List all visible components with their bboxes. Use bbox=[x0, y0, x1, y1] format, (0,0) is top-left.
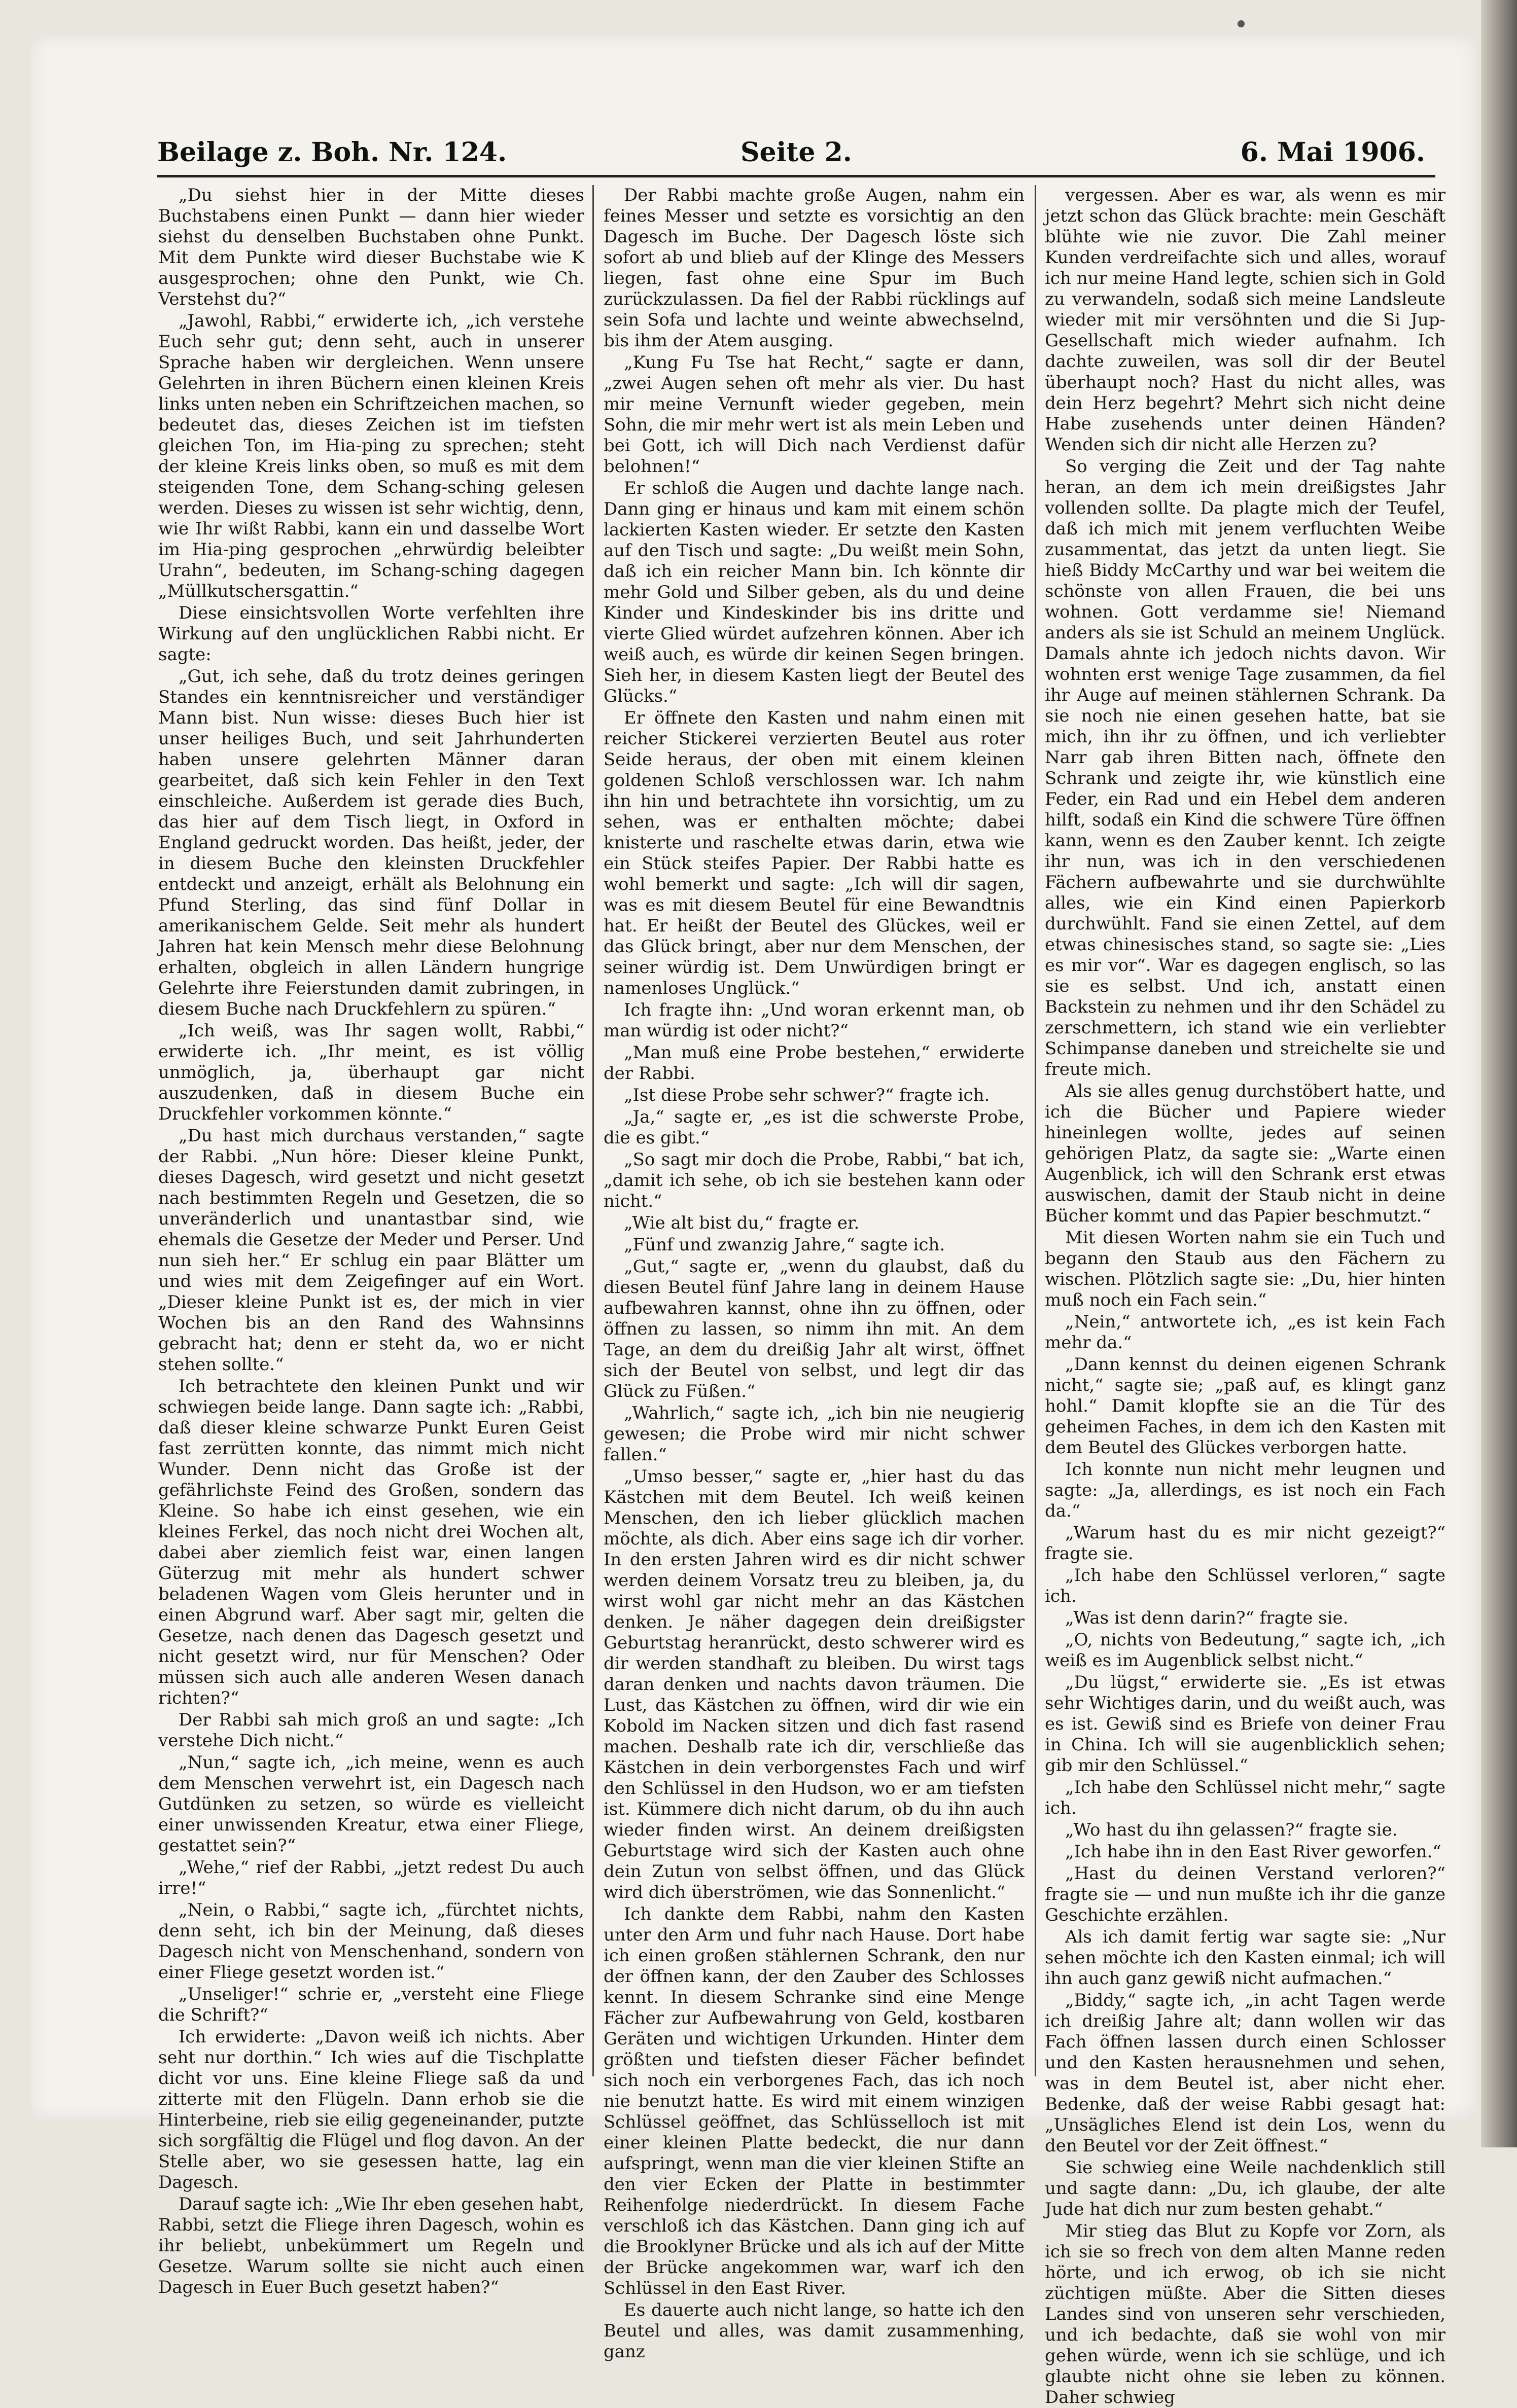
paragraph: „Nein, o Rabbi,“ sagte ich, „fürchtet nichts, denn seht, ich bin der Meinung, daß dieses Dagesch nicht von Menschenhand, sondern von einer Fliege gesetzt worden ist.“ bbox=[158, 1900, 584, 1983]
paragraph: „Ja,“ sagte er, „es ist die schwerste Probe, die es gibt.“ bbox=[604, 1107, 1025, 1148]
paragraph: „Man muß eine Probe bestehen,“ erwiderte der Rabbi. bbox=[604, 1043, 1025, 1084]
paragraph: „Biddy,“ sagte ich, „in acht Tagen werde ich dreißig Jahre alt; dann wollen wir das Fach öffnen lassen durch einen Schlosser und den Kasten herausnehmen und sehen, was in dem Beutel ist, aber nicht eher. Bedenke, daß der weise Rabbi gesagt hat: „Unsägliches Elend ist dein Los, wenn du den Beutel vor der Zeit öffnest.“ bbox=[1045, 1990, 1445, 2156]
paragraph: Ich fragte ihn: „Und woran erkennt man, ob man würdig ist oder nicht?“ bbox=[604, 1000, 1025, 1041]
paragraph: Er öffnete den Kasten und nahm einen mit reicher Stickerei verzierten Beutel aus roter Seide heraus, der oben mit einem kleinen goldenen Schloß verschlossen war. Ich nahm ihn hin und betrachtete ihn vorsichtig, um zu sehen, was er enthalten möchte; dabei knisterte und raschelte etwas darin, etwa wie ein Stück steifes Papier. Der Rabbi hatte es wohl bemerkt und sagte: „Ich will dir sagen, was es mit diesem Beutel für eine Bewandtnis hat. Er heißt der Beutel des Glückes, weil er das Glück bringt, aber nur dem Menschen, der seiner würdig ist. Dem Unwürdigen bringt er namenloses Unglück.“ bbox=[604, 708, 1025, 998]
paragraph: „Kung Fu Tse hat Recht,“ sagte er dann, „zwei Augen sehen oft mehr als vier. Du hast mir meine Vernunft wieder gegeben, mein Sohn, die mir mehr wert ist als mein Leben und bei Gott, ich will Dich nach Verdienst dafür belohnen!“ bbox=[604, 352, 1025, 477]
paragraph: „Wahrlich,“ sagte ich, „ich bin nie neugierig gewesen; die Probe wird mir nicht schwer fallen.“ bbox=[604, 1403, 1025, 1465]
page-header bbox=[157, 137, 1440, 172]
text-column-3 bbox=[1045, 185, 1445, 2407]
paragraph: „Was ist denn darin?“ fragte sie. bbox=[1065, 1608, 1349, 1628]
paragraph: Als ich damit fertig war sagte sie: „Nur sehen möchte ich den Kasten einmal; ich will ihn auch ganz gewiß nicht aufmachen.“ bbox=[1045, 1927, 1445, 1989]
paragraph: Er schloß die Augen und dachte lange nach. Dann ging er hinaus und kam mit einem schön lackierten Kasten wieder. Er setzte den Kasten auf den Tisch und sagte: „Du weißt mein Sohn, daß ich ein reicher Mann bin. Ich könnte dir mehr Gold und Silber geben, als du und deine Kinder und Kindeskinder bis ins dritte und vierte Glied würdet aufzehren können. Aber ich weiß auch, es würde dir keinen Segen bringen. Sieh her, in diesem Kasten liegt der Beutel des Glücks.“ bbox=[604, 478, 1025, 706]
paragraph: „Jawohl, Rabbi,“ erwiderte ich, „ich verstehe Euch sehr gut; denn seht, auch in unserer Sprache haben wir dergleichen. Wenn unsere Gelehrten in ihren Büchern einen kleinen Kreis links unten neben ein Schriftzeichen machen, so bedeutet das, dieses Zeichen ist im tiefsten gleichen Ton, im Hia-ping zu sprechen; steht der kleine Kreis links oben, so muß es mit dem steigenden Tone, dem Schang-sching gelesen werden. Dieses zu wissen ist sehr wichtig, denn, wie Ihr wißt Rabbi, kann ein und dasselbe Wort im Hia-ping gesprochen „ehrwürdig beleibter Urahn“, bedeuten, im Schang-sching dagegen „Müllkutschersgattin.“ bbox=[158, 311, 584, 601]
paragraph: „Ich weiß, was Ihr sagen wollt, Rabbi,“ erwiderte ich. „Ihr meint, es ist völlig unmöglich, ja, überhaupt gar nicht auszudenken, daß in diesem Buche ein Druckfehler vorkommen könnte.“ bbox=[158, 1021, 584, 1124]
paragraph: „Ich habe ihn in den East River geworfen.“ bbox=[1065, 1842, 1441, 1862]
column-divider-2 bbox=[1035, 185, 1036, 2076]
paragraph: „Hast du deinen Verstand verloren?“ fragte sie — und nun mußte ich ihr die ganze Geschichte erzählen. bbox=[1045, 1863, 1445, 1925]
paragraph: „Warum hast du es mir nicht gezeigt?“ fragte sie. bbox=[1045, 1523, 1445, 1564]
paragraph: „Du lügst,“ erwiderte sie. „Es ist etwas sehr Wichtiges darin, und du weißt auch, was es ist. Gewiß sind es Briefe von deiner Frau in China. Ich will sie augenblicklich sehen; gib mir den Schlüssel.“ bbox=[1045, 1672, 1445, 1776]
paragraph: „O, nichts von Bedeutung,“ sagte ich, „ich weiß es im Augenblick selbst nicht.“ bbox=[1045, 1630, 1445, 1671]
paragraph: „Ich habe den Schlüssel nicht mehr,“ sagte ich. bbox=[1045, 1777, 1445, 1818]
paragraph: „Du siehst hier in der Mitte dieses Buchstabens einen Punkt — dann hier wieder siehst du denselben Buchstaben ohne Punkt. Mit dem Punkte wird dieser Buchstabe wie K ausgesprochen; ohne den Punkt, wie Ch. Verstehst du?“ bbox=[158, 185, 584, 309]
paragraph: „Ich habe den Schlüssel verloren,“ sagte ich. bbox=[1045, 1565, 1445, 1606]
header-rule bbox=[157, 175, 1435, 177]
paragraph: Als sie alles genug durchstöbert hatte, und ich die Bücher und Papiere wieder hineinlegen wollte, jedes auf seinen gehörigen Platz, da sagte sie: „Warte einen Augenblick, ich will den Schrank erst etwas auswischen, damit der Staub nicht in deine Bücher kommt und das Papier beschmutzt.“ bbox=[1045, 1081, 1445, 1226]
paragraph: „Gut, ich sehe, daß du trotz deines geringen Standes ein kenntnisreicher und verständiger Mann bist. Nun wisse: dieses Buch hier ist unser heiliges Buch, und seit Jahrhunderten haben unsere gelehrten Männer daran gearbeitet, daß sich kein Fehler in den Text einschleiche. Außerdem ist gerade dies Buch, das hier auf dem Tisch liegt, in Oxford in England gedruckt worden. Das heißt, jeder, der in diesem Buche den kleinsten Druckfehler entdeckt und anzeigt, erhält als Belohnung ein Pfund Sterling, das sind fünf Dollar in amerikanischem Gelde. Seit mehr als hundert Jahren hat kein Mensch mehr diese Belohnung erhalten, obgleich in allen Ländern hungrige Gelehrte ihre Feierstunden damit zubringen, in diesem Buche nach Druckfehlern zu spüren.“ bbox=[158, 666, 584, 1019]
paragraph: Ich erwiderte: „Davon weiß ich nichts. Aber seht nur dorthin.“ Ich wies auf die Tischplatte dicht vor uns. Eine kleine Fliege saß da und zitterte mit den Flügeln. Dann erhob sie die Hinterbeine, rieb sie eilig gegeneinander, putzte sich sorgfältig die Flügel und flog davon. An der Stelle aber, wo sie gesessen hatte, lag ein Dagesch. bbox=[158, 2027, 584, 2193]
text-column-2 bbox=[604, 185, 1025, 2362]
text-column-1 bbox=[158, 185, 584, 2297]
paragraph: „Nein,“ antwortete ich, „es ist kein Fach mehr da.“ bbox=[1045, 1312, 1445, 1353]
header-supplement-number: Beilage z. Boh. Nr. 124. bbox=[157, 137, 507, 168]
paragraph: „Wo hast du ihn gelassen?“ fragte sie. bbox=[1065, 1820, 1398, 1840]
paragraph: Ich konnte nun nicht mehr leugnen und sagte: „Ja, allerdings, es ist noch ein Fach da.“ bbox=[1045, 1459, 1445, 1521]
paragraph: Mit diesen Worten nahm sie ein Tuch und begann den Staub aus den Fächern zu wischen. Plötzlich sagte sie: „Du, hier hinten muß noch ein Fach sein.“ bbox=[1045, 1228, 1445, 1310]
paragraph: Diese einsichtsvollen Worte verfehlten ihre Wirkung auf den unglücklichen Rabbi nicht. Er sagte: bbox=[158, 603, 584, 665]
paragraph: „Dann kennst du deinen eigenen Schrank nicht,“ sagte sie; „paß auf, es klingt ganz hohl.“ Damit klopfte sie an die Tür des geheimen Faches, in dem ich den Kasten mit dem Beutel des Glückes verborgen hatte. bbox=[1045, 1354, 1445, 1458]
paragraph: „So sagt mir doch die Probe, Rabbi,“ bat ich, „damit ich sehe, ob ich sie bestehen kann oder nicht.“ bbox=[604, 1149, 1025, 1211]
paragraph: „Nun,“ sagte ich, „ich meine, wenn es auch dem Menschen verwehrt ist, ein Dagesch nach Gutdünken zu setzen, so würde es vielleicht einer unwissenden Kreatur, etwa einer Fliege, gestattet sein?“ bbox=[158, 1752, 584, 1856]
header-page-number: Seite 2. bbox=[740, 137, 852, 168]
paragraph: „Unseliger!“ schrie er, „versteht eine Fliege die Schrift?“ bbox=[158, 1984, 584, 2025]
paragraph: Ich dankte dem Rabbi, nahm den Kasten unter den Arm und fuhr nach Hause. Dort habe ich einen großen stählernen Schrank, den nur der öffnen kann, der den Zauber des Schlosses kennt. In diesem Schranke sind eine Menge Fächer zur Aufbewahrung von Geld, kostbaren Geräten und wichtigen Urkunden. Hinter dem größten und tiefsten dieser Fächer befindet sich noch ein verborgenes Fach, das ich noch nie benutzt hatte. Es wird mit einem winzigen Schlüssel geöffnet, das Schlüsselloch ist mit einer kleinen Platte bedeckt, die nur dann aufspringt, wenn man die vier kleinen Stifte an den vier Ecken der Platte in bestimmter Reihenfolge niederdrückt. In diesem Fache verschloß ich das Kästchen. Dann ging ich auf die Brooklyner Brücke und als ich auf der Mitte der Brücke angekommen war, warf ich den Schlüssel in den East River. bbox=[604, 1904, 1025, 2298]
paragraph: „Du hast mich durchaus verstanden,“ sagte der Rabbi. „Nun höre: Dieser kleine Punkt, dieses Dagesch, wird gesetzt und nicht gesetzt nach bestimmten Regeln und Gesetzen, die so unveränderlich und unantastbar sind, wie ehemals die Gesetze der Meder und Perser. Und nun sieh her.“ Er schlug ein paar Blätter um und wies mit dem Zeigefinger auf ein Wort. „Dieser kleine Punkt ist es, der mich in vier Wochen bis an den Rand des Wahnsinns gebracht hat; denn er steht da, wo er nicht stehen sollte.“ bbox=[158, 1126, 584, 1375]
paragraph: „Wie alt bist du,“ fragte er. bbox=[624, 1213, 860, 1233]
binding-edge bbox=[1481, 0, 1517, 2147]
paragraph: Der Rabbi sah mich groß an und sagte: „Ich verstehe Dich nicht.“ bbox=[158, 1710, 584, 1751]
print-speck bbox=[1238, 20, 1245, 27]
paragraph: „Wehe,“ rief der Rabbi, „jetzt redest Du auch irre!“ bbox=[158, 1857, 584, 1898]
paragraph: Darauf sagte ich: „Wie Ihr eben gesehen habt, Rabbi, setzt die Fliege ihren Dagesch, wohin es ihr beliebt, unbekümmert um Regeln und Gesetze. Warum sollte sie nicht auch einen Dagesch in Euer Buch gesetzt haben?“ bbox=[158, 2194, 584, 2297]
paragraph: Ich betrachtete den kleinen Punkt und wir schwiegen beide lange. Dann sagte ich: „Rabbi, daß dieser kleine schwarze Punkt Euren Geist fast zerrütten konnte, das nimmt mich nicht Wunder. Denn nicht das Große ist der gefährlichste Feind des Großen, sondern das Kleine. So habe ich einst gesehen, wie ein kleines Ferkel, das noch nicht drei Wochen alt, dabei aber ziemlich feist war, einen langen Güterzug mit mehr als hundert schwer beladenen Wagen vom Gleis herunter und in einen Abgrund warf. Aber sagt mir, gelten die Gesetze, nach denen das Dagesch gesetzt und nicht gesetzt wird, nur für Menschen? Oder müssen sich auch alle anderen Wesen danach richten?“ bbox=[158, 1376, 584, 1708]
paragraph: „Umso besser,“ sagte er, „hier hast du das Kästchen mit dem Beutel. Ich weiß keinen Menschen, den ich lieber glücklich machen möchte, als dich. Aber eins sage ich dir vorher. In den ersten Jahren wird es dir nicht schwer werden deinem Vorsatz treu zu bleiben, ja, du wirst wohl gar nicht mehr an das Kästchen denken. Je näher dagegen dein dreißigster Geburtstag heranrückt, desto schwerer wird es dir werden standhaft zu bleiben. Du wirst tags daran denken und nachts davon träumen. Die Lust, das Kästchen zu öffnen, wird dir wie ein Kobold im Nacken sitzen und dich fast rasend machen. Deshalb rate ich dir, verschließe das Kästchen in dein verborgenstes Fach und wirf den Schlüssel in den Hudson, wo er am tiefsten ist. Kümmere dich nicht darum, ob du ihn auch wieder finden wirst. An deinem dreißigsten Geburtstage wird sich der Kasten auch ohne dein Zutun von selbst öffnen, und das Glück wird dich überströmen, wie das Sonnenlicht.“ bbox=[604, 1466, 1025, 1902]
paragraph: Der Rabbi machte große Augen, nahm ein feines Messer und setzte es vorsichtig an den Dagesch im Buche. Der Dagesch löste sich sofort ab und blieb auf der Klinge des Messers liegen, fast ohne eine Spur im Buch zurückzulassen. Da fiel der Rabbi rücklings auf sein Sofa und lachte und weinte abwechselnd, bis ihm der Atem ausging. bbox=[604, 185, 1025, 351]
column-divider-1 bbox=[592, 185, 594, 2076]
paragraph: „Ist diese Probe sehr schwer?“ fragte ich. bbox=[624, 1085, 990, 1105]
header-date: 6. Mai 1906. bbox=[1240, 137, 1425, 168]
paragraph: Es dauerte auch nicht lange, so hatte ich den Beutel und alles, was damit zusammenhing, ganz bbox=[604, 2300, 1025, 2362]
paragraph: Sie schwieg eine Weile nachdenklich still und sagte dann: „Du, ich glaube, der alte Jude hat dich nur zum besten gehabt.“ bbox=[1045, 2158, 1445, 2219]
paragraph: So verging die Zeit und der Tag nahte heran, an dem ich mein dreißigstes Jahr vollenden sollte. Da plagte mich der Teufel, daß ich mich mit jenem verfluchten Weibe zusammentat, das jetzt da unten liegt. Sie hieß Biddy McCarthy und war bei weitem die schönste von allen Frauen, die bei uns wohnen. Gott verdamme sie! Niemand anders als sie ist Schuld an meinem Unglück. Damals ahnte ich jedoch nichts davon. Wir wohnten erst wenige Tage zusammen, da fiel ihr Auge auf meinen stählernen Schrank. Da sie noch nie einen gesehen hatte, bat sie mich, ihn ihr zu öffnen, und ich verliebter Narr gab ihren Bitten nach, öffnete den Schrank und zeigte ihr, wie künstlich eine Feder, ein Rad und ein Hebel dem anderen hilft, sodaß ein Kind die schwere Türe öffnen kann, wenn es den Zauber kennt. Ich zeigte ihr nun, was ich in den verschiedenen Fächern aufbewahrte und sie durchwühlte alles, wie ein Kind einen Papierkorb durchwühlt. Fand sie einen Zettel, auf dem etwas chinesisches stand, so sagte sie: „Lies es mir vor“. War es dagegen englisch, so las sie es selbst. Und ich, anstatt einen Backstein zu nehmen und ihr den Schädel zu zerschmettern, ich stand wie ein verliebter Schimpanse daneben und streichelte sie und freute mich. bbox=[1045, 456, 1445, 1080]
paragraph: „Gut,“ sagte er, „wenn du glaubst, daß du diesen Beutel fünf Jahre lang in deinem Hause aufbewahren kannst, ohne ihn zu öffnen, oder öffnen zu lassen, so nimm ihn mit. An dem Tage, an dem du dreißig Jahr alt wirst, öffnet sich der Beutel von selbst, und legt dir das Glück zu Füßen.“ bbox=[604, 1256, 1025, 1401]
paragraph: vergessen. Aber es war, als wenn es mir jetzt schon das Glück brachte: mein Geschäft blühte wie nie zuvor. Die Zahl meiner Kunden verdreifachte sich und alles, worauf ich nur meine Hand legte, schien sich in Gold zu verwandeln, sodaß sich meine Landsleute wieder mit mir versöhnten und die Si Jup-Gesellschaft mich wieder aufnahm. Ich dachte zuweilen, was soll dir der Beutel überhaupt noch? Hast du nicht alles, was dein Herz begehrt? Mehrt sich nicht deine Habe zusehends unter deinen Händen? Wenden sich dir nicht alle Herzen zu? bbox=[1045, 185, 1445, 455]
paragraph: „Fünf und zwanzig Jahre,“ sagte ich. bbox=[624, 1235, 945, 1255]
paragraph: Mir stieg das Blut zu Kopfe vor Zorn, als ich sie so frech von dem alten Manne reden hörte, und ich erwog, ob ich sie nicht züchtigen müßte. Aber die Sitten dieses Landes sind von unseren sehr verschieden, und ich bedachte, daß sie wohl von mir gehen würde, wenn ich sie schlüge, und ich glaubte nicht ohne sie leben zu können. Daher schwieg bbox=[1045, 2221, 1445, 2407]
